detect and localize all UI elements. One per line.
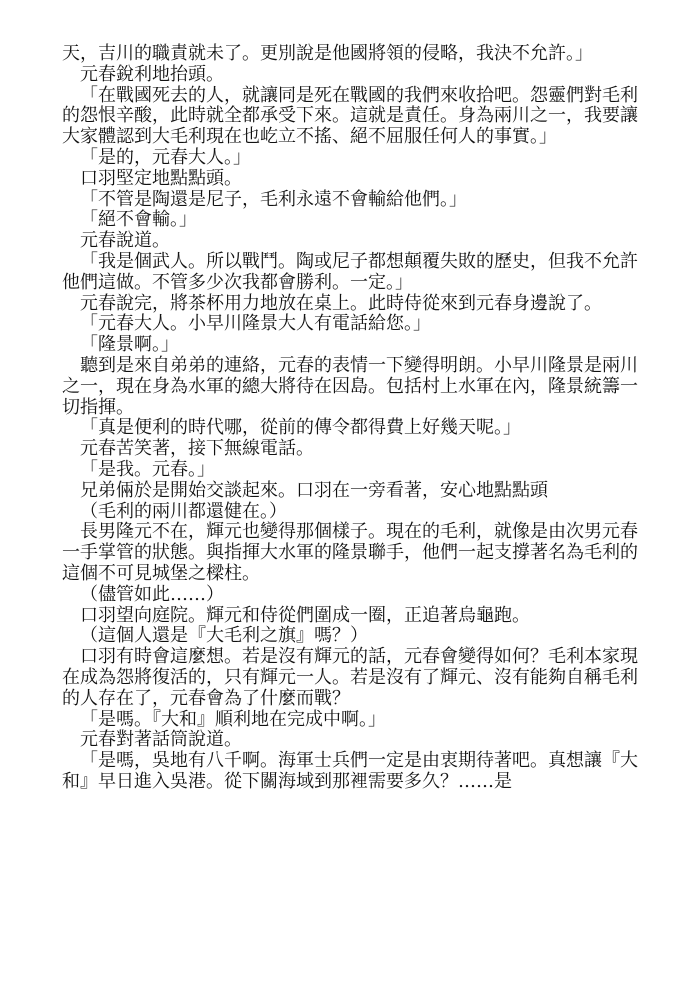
paragraph-11: 「元春大人。小早川隆景大人有電話給您。」 xyxy=(80,313,431,335)
paragraph-23: 口羽有時會這麼想。若是沒有輝元的話，元春會變得如何？毛利本家現在成為怨將復活的，只有輝元一人。若是沒有了輝元、沒有能夠自稱毛利的人存在了，元春會為了什麼而戰？ xyxy=(62,646,638,709)
paragraph-13: 聽到是來自弟弟的連絡，元春的表情一下變得明朗。小早川隆景是兩川之一，現在身為水軍的總大將待在因島。包括村上水軍在內，隆景統籌一切指揮。 xyxy=(62,354,638,418)
paragraph-18: （毛利的兩川都還健在。） xyxy=(80,500,287,522)
paragraph-19: 長男隆元不在，輝元也變得那個樣子。現在的毛利，就像是由次男元春一手掌管的狀態。與指揮大水軍的隆景聯手，他們一起支撐著名為毛利的這個不可見城堡之樑柱。 xyxy=(62,521,638,584)
paragraph-10: 元春說完，將茶杯用力地放在桌上。此時侍從來到元春身邊說了。 xyxy=(80,292,602,314)
paragraph-6: 「不管是陶還是尼子，毛利永遠不會輸給他們。」 xyxy=(80,188,467,210)
paragraph-8: 元春說道。 xyxy=(80,230,170,252)
paragraph-7: 「絕不會輸。」 xyxy=(80,209,197,231)
paragraph-14: 「真是便利的時代哪，從前的傳令都得費上好幾天呢。」 xyxy=(80,417,521,439)
paragraph-20: （儘管如此……） xyxy=(80,583,224,605)
paragraph-17: 兄弟倆於是開始交談起來。口羽在一旁看著，安心地點點頭 xyxy=(80,479,548,501)
paragraph-21: 口羽望向庭院。輝元和侍從們圍成一圈，正追著烏龜跑。 xyxy=(80,604,530,626)
document-page xyxy=(62,44,638,793)
paragraph-26: 「是嗎，吳地有八千啊。海軍士兵們一定是由衷期待著吧。真想讓『大和』早日進入吳港。從下關海域到那裡需要多久？……是 xyxy=(62,750,638,792)
paragraph-3: 「在戰國死去的人，就讓同是死在戰國的我們來收拾吧。怨靈們對毛利的怨恨辛酸，此時就全都承受下來。這就是責任。身為兩川之一，我要讓大家體認到大毛利現在也屹立不搖、絕不屈服任何人的事實。」 xyxy=(62,84,638,148)
paragraph-16: 「是我。元春。」 xyxy=(80,458,215,480)
paragraph-25: 元春對著話筒說道。 xyxy=(80,729,242,751)
paragraph-1: 天，吉川的職責就未了。更別說是他國將領的侵略，我決不允許。」 xyxy=(62,43,593,64)
paragraph-9: 「我是個武人。所以戰鬥。陶或尼子都想顛覆失敗的歷史，但我不允許他們這做。不管多少次我都會勝利。一定。」 xyxy=(62,250,638,293)
paragraph-15: 元春苦笑著，接下無線電話。 xyxy=(80,438,314,460)
paragraph-24: 「是嗎。『大和』順利地在完成中啊。」 xyxy=(80,708,386,730)
paragraph-5: 口羽堅定地點點頭。 xyxy=(80,167,242,189)
paragraph-2: 元春銳利地抬頭。 xyxy=(80,63,224,85)
paragraph-12: 「隆景啊。」 xyxy=(80,334,179,356)
paragraph-4: 「是的，元春大人。」 xyxy=(80,146,251,168)
paragraph-22: （這個人還是『大毛利之旗』嗎？） xyxy=(80,625,368,647)
